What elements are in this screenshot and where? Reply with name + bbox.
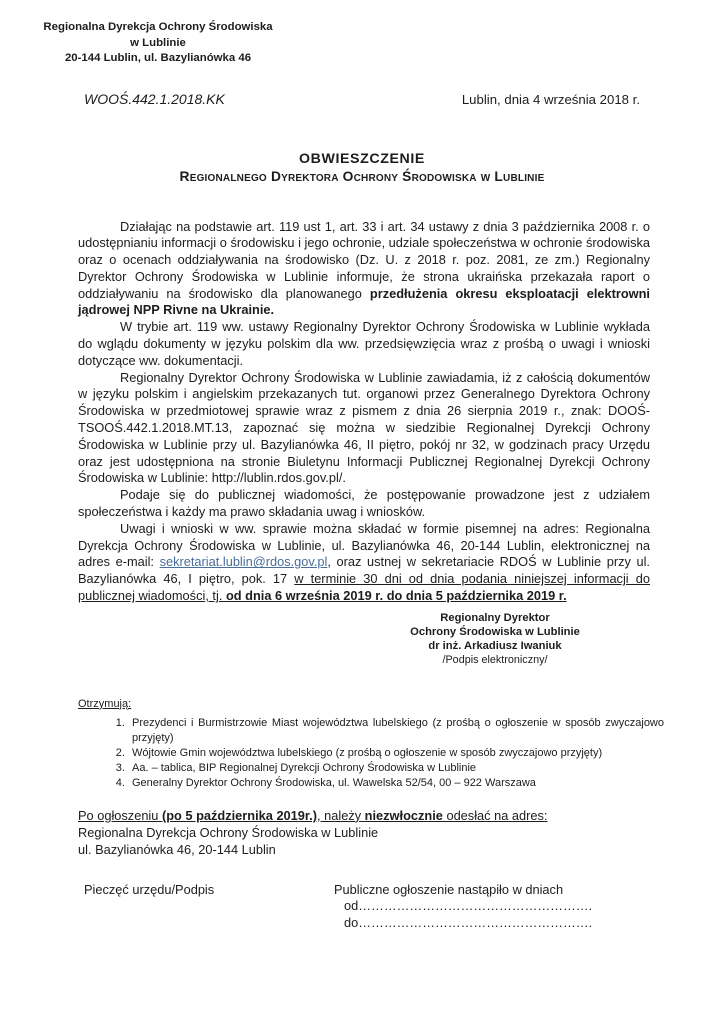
recipients-section: [78, 697, 664, 791]
recipient-item: 1. Prezydenci i Burmistrzowie Miast województwa lubelskiego (z prośbą o ogłoszenie w sposób zwyczajowo przyjęty): [128, 716, 664, 746]
text-run: Regionalny Dyrektor Ochrony Środowiska w Lublinie zawiadamia, iż z całością dokumentów w języku polskim i angielskim przekazanych tut. organowi przez Generalnego Dyrektora Ochrony Środowiska w przedmiotowej sprawie wraz z pismem z dnia 26 sierpnia 2019 r., znak: DOOŚ-TSOOŚ.442.1.2018.MT.13, zapoznać się można w siedzibie Regionalnej Dyrekcji Ochrony Środowiska w Lublinie przy ul. Bazylianówka 46, II piętro, pokój nr 32, w godzinach pracy Urzędu oraz jest udostępniona na stronie Biuletynu Informacji Publicznej Regionalnej Dyrekcji Ochrony Środowiska w Lublinie: http://lublin.rdos.gov.pl/.: [78, 369, 650, 486]
recipients-heading: Otrzymują:: [78, 697, 132, 710]
text-run: od dnia 6 września 2019 r. do dnia 5 października 2019 r.: [225, 588, 567, 604]
recipient-item: 4. Generalny Dyrektor Ochrony Środowiska, ul. Wawelska 52/54, 00 – 922 Warszawa: [128, 776, 664, 791]
reference-number: WOOŚ.442.1.2018.KK: [84, 90, 225, 107]
return-note-section: [78, 807, 650, 858]
body-paragraph-3: [78, 370, 650, 488]
text-run: , należy: [317, 807, 365, 823]
recipients-list: [78, 716, 664, 791]
text-run: Działając na podstawie art. 119 ust 1, art. 33 i art. 34 ustawy z dnia 3 października 2008 r. o udostępnianiu informacji o środowisku i jego ochronie, udziale społeczeństwa w ochronie środowiska oraz o ocenach oddziaływania na środowisko (Dz. U. z 2018 r. poz. 2081, ze zm.) Regionalny Dyrektor Ochrony Środowiska w Lublinie informuje, że strona ukraińska przekazała raport o oddziaływaniu na środowisko dla planowanego: [78, 218, 650, 301]
text-run: , oraz ustnej w sekretariacie RDOŚ w Lublinie przy ul. Bazylianówka 46, I piętro, pok. 17: [78, 554, 650, 587]
publication-label: Publiczne ogłoszenie nastąpiło w dniach: [334, 881, 564, 897]
return-address-org: Regionalna Dyrekcja Ochrony Środowiska w Lublinie: [78, 824, 379, 840]
body-paragraph-2: [78, 319, 650, 369]
text-run: Podaje się do publicznej wiadomości, że postępowanie prowadzone jest z udziałem społeczeństwa i każdy ma prawo składania uwag i wniosków.: [78, 487, 650, 520]
signature-org-line: Ochrony Środowiska w Lublinie: [410, 625, 580, 638]
publication-to-line: do……………………………………………….: [344, 914, 593, 930]
body-paragraph-1: [78, 219, 650, 320]
recipient-item: 3. Aa. – tablica, BIP Regionalnej Dyrekcji Ochrony Środowiska w Lublinie: [128, 761, 664, 776]
signature-title-line: Regionalny Dyrektor: [440, 611, 550, 624]
letterhead-org-name: Regionalna Dyrekcja Ochrony Środowiska: [43, 21, 273, 33]
text-run: Uwagi i wnioski w ww. sprawie można składać w formie pisemnej na adres: Regionalna Dyrekcja Ochrony Środowiska w Lublinie, ul. Bazylianówka 46, 20-144 Lublin, elektronicznej na adres e-mail:: [78, 520, 650, 570]
text-run: odesłać na adres:: [442, 807, 548, 823]
text-run: (po 5 października 2019r.): [161, 807, 317, 823]
letterhead-org-address: 20-144 Lublin, ul. Bazylianówka 46: [64, 52, 252, 64]
letterhead-org-city: w Lublinie: [130, 36, 186, 49]
body-paragraph-4: [78, 487, 650, 521]
signature-block: [370, 611, 620, 667]
title-block: [0, 151, 724, 184]
place-date: Lublin, dnia 4 września 2018 r.: [461, 91, 640, 107]
return-instruction: [78, 807, 650, 824]
signature-electronic-note: /Podpis elektroniczny/: [442, 653, 548, 666]
body-paragraph-5: [78, 521, 650, 605]
text-run: w terminie 30 dni od dnia podania niniejszej informacji do publicznej wiadomości, tj.: [78, 571, 650, 604]
text-run: niezwłocznie: [364, 807, 443, 823]
recipient-item: 2. Wójtowie Gmin województwa lubelskiego (z prośbą o ogłoszenie w sposób zwyczajowo przyjęty): [128, 746, 664, 761]
stamp-label: Pieczęć urzędu/Podpis: [84, 881, 215, 897]
document-title: OBWIESZCZENIE: [298, 150, 426, 167]
text-run: W trybie art. 119 ww. ustawy Regionalny Dyrektor Ochrony Środowiska w Lublinie wykłada do wglądu dokumenty w języku polskim dla ww. przedsięwzięcia wraz z prośbą o uwagi i wnioski dotyczące ww. dokumentacji.: [78, 319, 650, 368]
text-run: Po ogłoszeniu: [78, 807, 162, 823]
footer-row: [84, 882, 650, 932]
text-run: przedłużenia okresu eksploatacji elektrowni jądrowej NPP Rivne na Ukrainie.: [78, 285, 650, 318]
document-subtitle: Regionalnego Dyrektora Ochrony Środowiska w Lublinie: [179, 168, 545, 184]
signature-person-name: dr inż. Arkadiusz Iwaniuk: [428, 639, 562, 652]
email-link[interactable]: sekretariat.lublin@rdos.gov.pl: [159, 554, 328, 570]
reference-row: [84, 91, 640, 107]
publication-block: [334, 882, 650, 932]
publication-from-line: od……………………………………………….: [344, 898, 593, 914]
return-address-street: ul. Bazylianówka 46, 20-144 Lublin: [78, 841, 276, 857]
document-body: [78, 219, 650, 605]
letterhead: [17, 20, 299, 67]
